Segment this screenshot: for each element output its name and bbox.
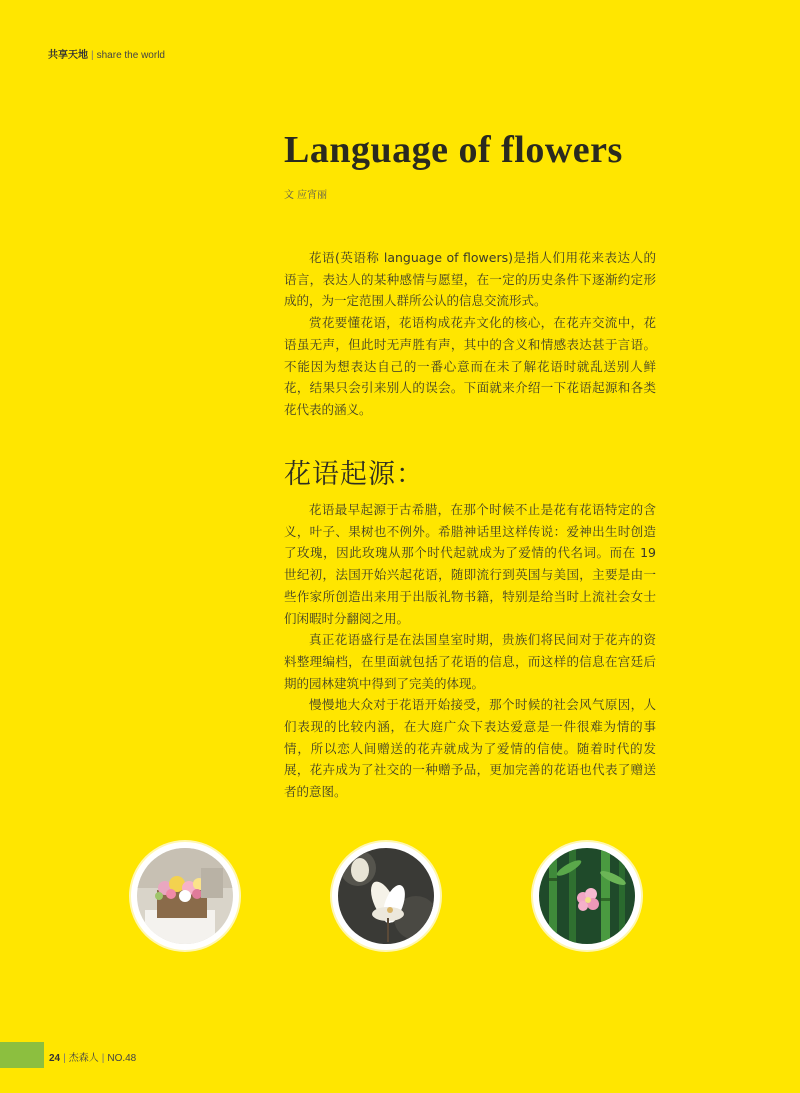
pink-flower-bamboo-photo: [533, 842, 641, 950]
flower-basket-photo: [131, 842, 239, 950]
page-footer: [49, 1049, 136, 1064]
origin-paragraph: 真正花语盛行是在法国皇室时期，贵族们将民间对于花卉的资料整理编档，在里面就包括了花语的信息，而这样的信息在宫廷后期的园林建筑中得到了完美的体现。: [284, 632, 656, 691]
pink-flower-bamboo-image: [539, 848, 635, 944]
origin-paragraph: 花语最早起源于古希腊，在那个时候不止是花有花语特定的含义，叶子、果树也不例外。希腊神话里这样传说：爱神出生时创造了玫瑰，因此玫瑰从那个时代起就成为了爱情的代名词。而在 19 世纪初，法国开始兴起花语，随即流行到英国与美国，主要是由一些作家所创造出来用于出版礼物书籍，特别是给当时上流社会女士们闲暇时分翻阅之用。: [284, 502, 656, 626]
article-title: Language of flowers: [284, 129, 623, 171]
intro-text: [284, 247, 656, 421]
origin-text: [284, 499, 656, 803]
page-number: 24: [49, 1053, 61, 1064]
section-name-en: share the world: [96, 50, 165, 61]
footer-accent-bar: [0, 1042, 44, 1068]
magazine-name: 杰森人: [68, 1053, 99, 1064]
footer-separator: |: [101, 1053, 105, 1064]
issue-number: NO.48: [107, 1053, 137, 1064]
intro-paragraph: 花语(英语称 language of flowers)是指人们用花来表达人的语言，表达人的某种感情与愿望，在一定的历史条件下逐渐约定形成的，为一定范围人群所公认的信息交流形式。: [284, 250, 656, 309]
intro-paragraph: 赏花要懂花语，花语构成花卉文化的核心，在花卉交流中，花语虽无声，但此时无声胜有声，其中的含义和情感表达甚于言语。不能因为想表达自己的一番心意而在未了解花语时就乱送别人鲜花，结果只会引来别人的误会。下面就来介绍一下花语起源和各类花代表的涵义。: [284, 315, 656, 417]
section-tag: [48, 46, 165, 61]
section-separator: |: [91, 50, 94, 61]
section-heading: 花语起源：: [284, 459, 424, 490]
footer-separator: |: [63, 1053, 66, 1064]
flower-basket-image: [137, 848, 233, 944]
white-magnolia-photo: [332, 842, 440, 950]
article-author: 文 应宵丽: [284, 190, 328, 201]
origin-paragraph: 慢慢地大众对于花语开始接受，那个时候的社会风气原因，人们表现的比较内涵，在大庭广众下表达爱意是一件很难为情的事情，所以恋人间赠送的花卉就成为了爱情的信使。随着时代的发展，花卉成为了社交的一种赠予品，更加完善的花语也代表了赠送者的意图。: [284, 697, 656, 800]
white-magnolia-image: [338, 848, 434, 944]
section-name-cn: 共享天地: [48, 50, 88, 61]
